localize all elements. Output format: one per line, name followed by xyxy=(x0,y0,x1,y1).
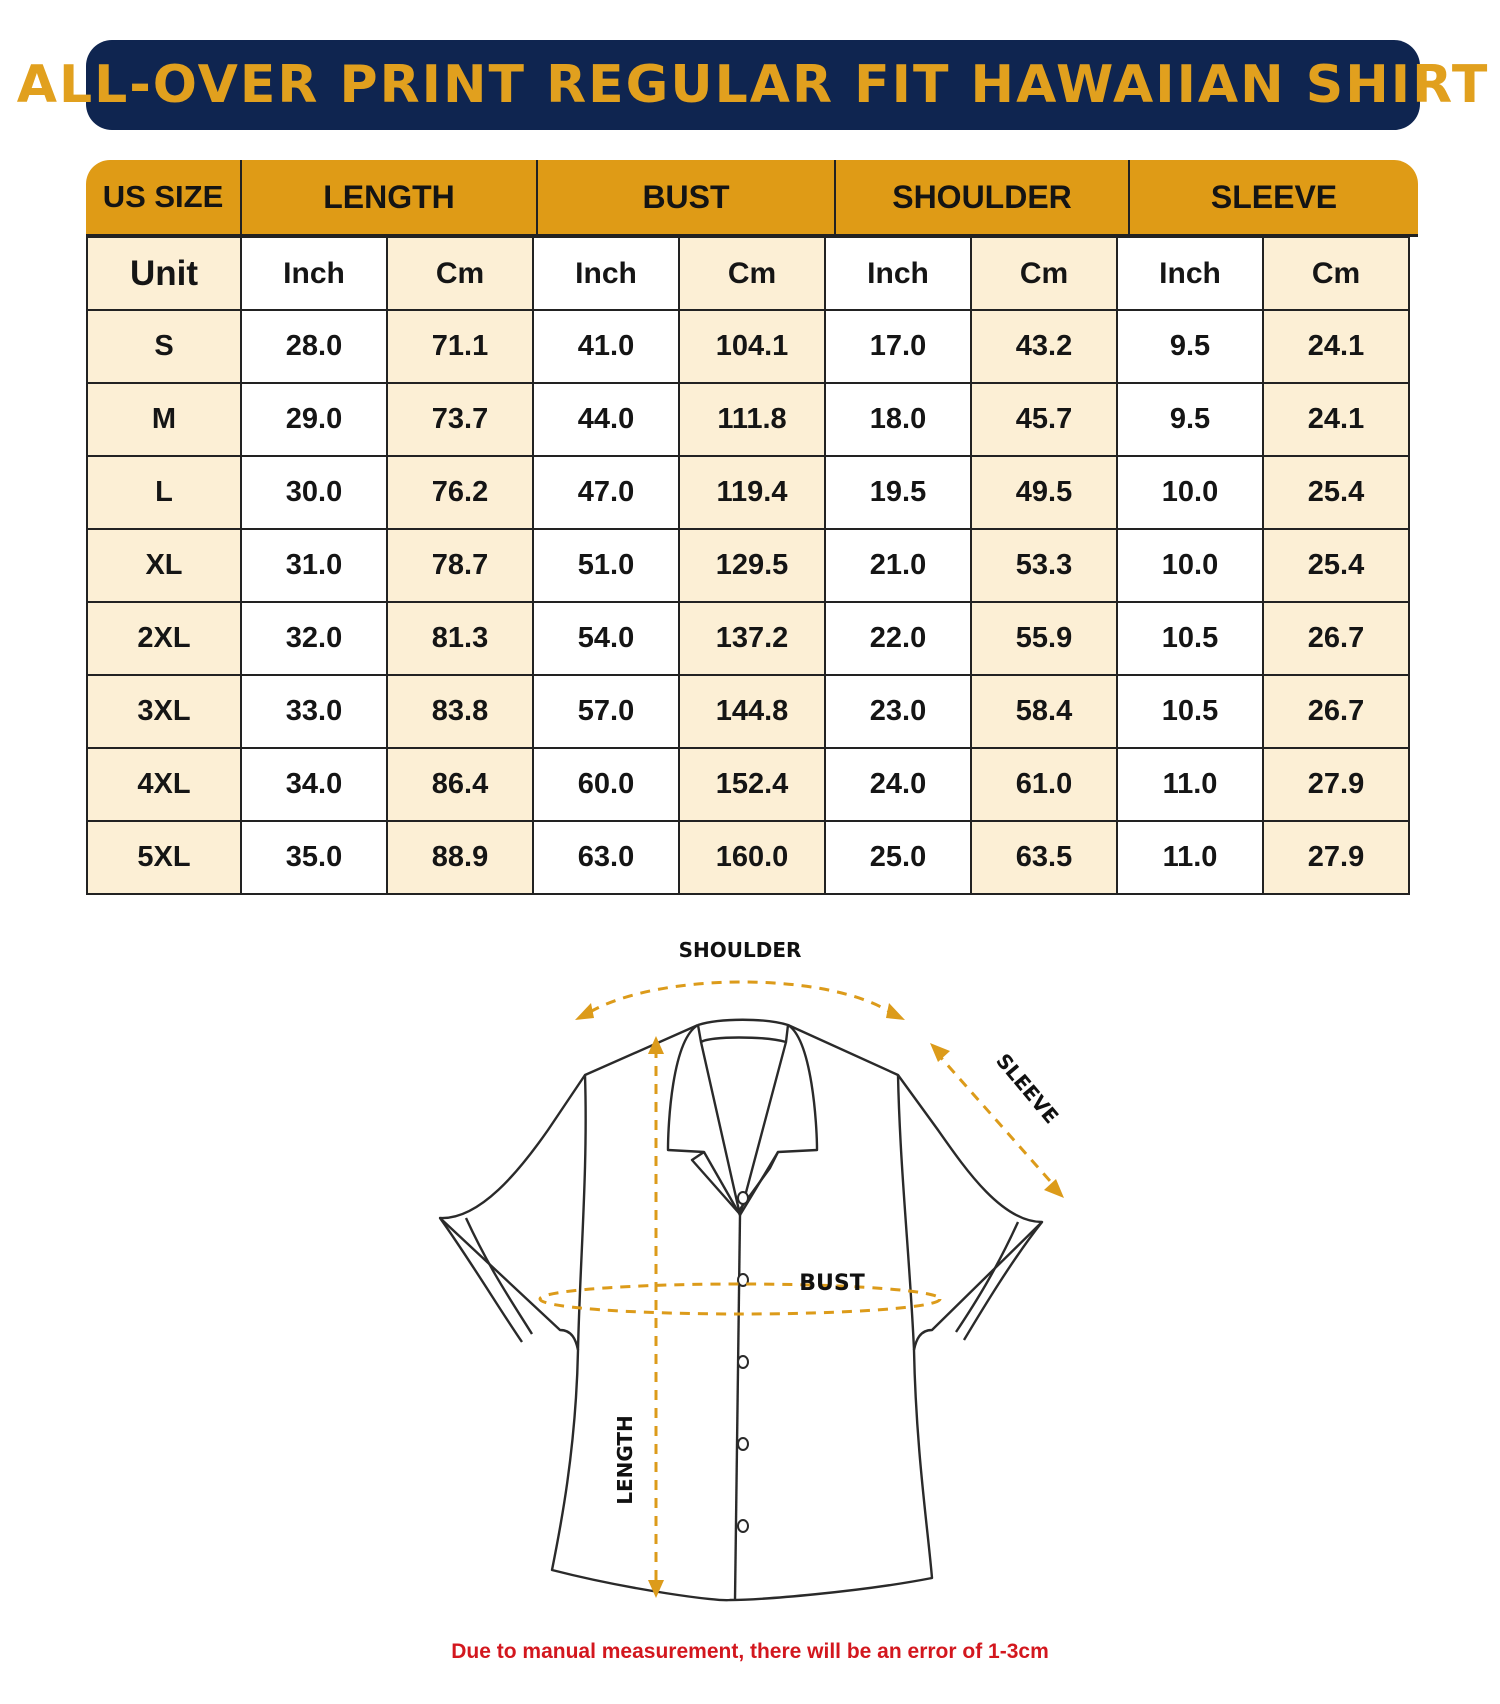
measurement-cell: 60.0 xyxy=(533,748,679,821)
measurement-cell: 32.0 xyxy=(241,602,387,675)
unit-cell: Inch xyxy=(1117,237,1263,310)
measurement-cell: 45.7 xyxy=(971,383,1117,456)
measurement-cell: 26.7 xyxy=(1263,602,1409,675)
measurement-cell: 137.2 xyxy=(679,602,825,675)
size-cell: XL xyxy=(87,529,241,602)
table-row xyxy=(87,529,1409,602)
unit-cell: Cm xyxy=(679,237,825,310)
measurement-cell: 81.3 xyxy=(387,602,533,675)
measurement-cell: 71.1 xyxy=(387,310,533,383)
measurement-cell: 57.0 xyxy=(533,675,679,748)
measurement-cell: 22.0 xyxy=(825,602,971,675)
measurement-cell: 83.8 xyxy=(387,675,533,748)
table-row xyxy=(87,821,1409,894)
shirt-outline-icon xyxy=(440,1020,1042,1600)
measurement-cell: 27.9 xyxy=(1263,748,1409,821)
title-banner xyxy=(16,40,1490,130)
measurement-cell: 41.0 xyxy=(533,310,679,383)
measurement-cell: 119.4 xyxy=(679,456,825,529)
size-cell: S xyxy=(87,310,241,383)
measurement-cell: 160.0 xyxy=(679,821,825,894)
measurement-cell: 10.5 xyxy=(1117,675,1263,748)
measurement-cell: 73.7 xyxy=(387,383,533,456)
length-label: LENGTH xyxy=(613,1415,637,1505)
measurement-cell: 129.5 xyxy=(679,529,825,602)
measurement-cell: 55.9 xyxy=(971,602,1117,675)
unit-cell: Inch xyxy=(241,237,387,310)
measurement-cell: 23.0 xyxy=(825,675,971,748)
shirt-button-icon xyxy=(738,1520,748,1532)
measurement-cell: 25.0 xyxy=(825,821,971,894)
measurement-cell: 24.1 xyxy=(1263,383,1409,456)
arrow-head-icon xyxy=(1044,1179,1064,1198)
measurement-cell: 27.9 xyxy=(1263,821,1409,894)
measurement-cell: 78.7 xyxy=(387,529,533,602)
measurement-cell: 111.8 xyxy=(679,383,825,456)
measurement-cell: 18.0 xyxy=(825,383,971,456)
shirt-button-icon xyxy=(738,1192,748,1204)
measurement-cell: 31.0 xyxy=(241,529,387,602)
measurement-cell: 21.0 xyxy=(825,529,971,602)
measurement-cell: 44.0 xyxy=(533,383,679,456)
header-bust: BUST xyxy=(538,160,836,234)
unit-label: Unit xyxy=(87,237,241,310)
measurement-cell: 17.0 xyxy=(825,310,971,383)
measurement-cell: 63.0 xyxy=(533,821,679,894)
measurement-cell: 28.0 xyxy=(241,310,387,383)
measurement-cell: 63.5 xyxy=(971,821,1117,894)
measurement-cell: 88.9 xyxy=(387,821,533,894)
size-chart xyxy=(86,160,1418,912)
measurement-cell: 53.3 xyxy=(971,529,1117,602)
unit-cell: Inch xyxy=(825,237,971,310)
measurement-cell: 47.0 xyxy=(533,456,679,529)
table-row xyxy=(87,310,1409,383)
header-shoulder: SHOULDER xyxy=(836,160,1130,234)
shirt-button-icon xyxy=(738,1438,748,1450)
measurement-cell: 29.0 xyxy=(241,383,387,456)
measurement-cell: 51.0 xyxy=(533,529,679,602)
measurement-cell: 35.0 xyxy=(241,821,387,894)
measurement-cell: 11.0 xyxy=(1117,821,1263,894)
table-row xyxy=(87,748,1409,821)
unit-cell: Inch xyxy=(533,237,679,310)
shoulder-label: SHOULDER xyxy=(678,938,802,962)
arrow-head-icon xyxy=(886,1003,905,1020)
unit-cell: Cm xyxy=(1263,237,1409,310)
page-title: ALL-OVER PRINT REGULAR FIT HAWAIIAN SHIRT xyxy=(16,55,1490,115)
arrow-head-icon xyxy=(930,1043,950,1062)
table-row xyxy=(87,602,1409,675)
measurement-cell: 30.0 xyxy=(241,456,387,529)
shirt-measurement-diagram xyxy=(0,930,1500,1630)
measurement-cell: 26.7 xyxy=(1263,675,1409,748)
size-cell: 3XL xyxy=(87,675,241,748)
measurement-cell: 104.1 xyxy=(679,310,825,383)
size-cell: M xyxy=(87,383,241,456)
measurement-cell: 152.4 xyxy=(679,748,825,821)
size-cell: 2XL xyxy=(87,602,241,675)
bust-label: BUST xyxy=(799,1271,865,1296)
measurement-cell: 34.0 xyxy=(241,748,387,821)
unit-cell: Cm xyxy=(387,237,533,310)
sleeve-label: SLEEVE xyxy=(991,1048,1064,1129)
header-us-size: US SIZE xyxy=(86,160,242,234)
measurement-cell: 86.4 xyxy=(387,748,533,821)
shoulder-measure-line xyxy=(590,982,890,1012)
measurement-cell: 54.0 xyxy=(533,602,679,675)
shirt-button-icon xyxy=(738,1356,748,1368)
measurement-cell: 49.5 xyxy=(971,456,1117,529)
measurement-cell: 25.4 xyxy=(1263,529,1409,602)
unit-row xyxy=(87,237,1409,310)
measurement-note: Due to manual measurement, there will be an error of 1-3cm xyxy=(451,1640,1049,1663)
measurement-cell: 9.5 xyxy=(1117,310,1263,383)
table-row xyxy=(87,675,1409,748)
size-table xyxy=(86,236,1410,895)
measurement-cell: 43.2 xyxy=(971,310,1117,383)
header-sleeve: SLEEVE xyxy=(1130,160,1418,234)
table-row xyxy=(87,383,1409,456)
measurement-cell: 25.4 xyxy=(1263,456,1409,529)
measurement-cell: 24.0 xyxy=(825,748,971,821)
arrow-head-icon xyxy=(648,1580,664,1598)
measurement-cell: 144.8 xyxy=(679,675,825,748)
measurement-cell: 11.0 xyxy=(1117,748,1263,821)
measurement-cell: 19.5 xyxy=(825,456,971,529)
measurement-cell: 76.2 xyxy=(387,456,533,529)
measurement-cell: 9.5 xyxy=(1117,383,1263,456)
measurement-cell: 58.4 xyxy=(971,675,1117,748)
measurement-cell: 10.5 xyxy=(1117,602,1263,675)
measurement-cell: 10.0 xyxy=(1117,456,1263,529)
measurement-cell: 33.0 xyxy=(241,675,387,748)
size-cell: 5XL xyxy=(87,821,241,894)
measurement-cell: 24.1 xyxy=(1263,310,1409,383)
measurement-cell: 61.0 xyxy=(971,748,1117,821)
arrow-head-icon xyxy=(575,1003,594,1020)
measurement-cell: 10.0 xyxy=(1117,529,1263,602)
size-cell: L xyxy=(87,456,241,529)
unit-cell: Cm xyxy=(971,237,1117,310)
table-row xyxy=(87,456,1409,529)
size-cell: 4XL xyxy=(87,748,241,821)
header-length: LENGTH xyxy=(242,160,538,234)
